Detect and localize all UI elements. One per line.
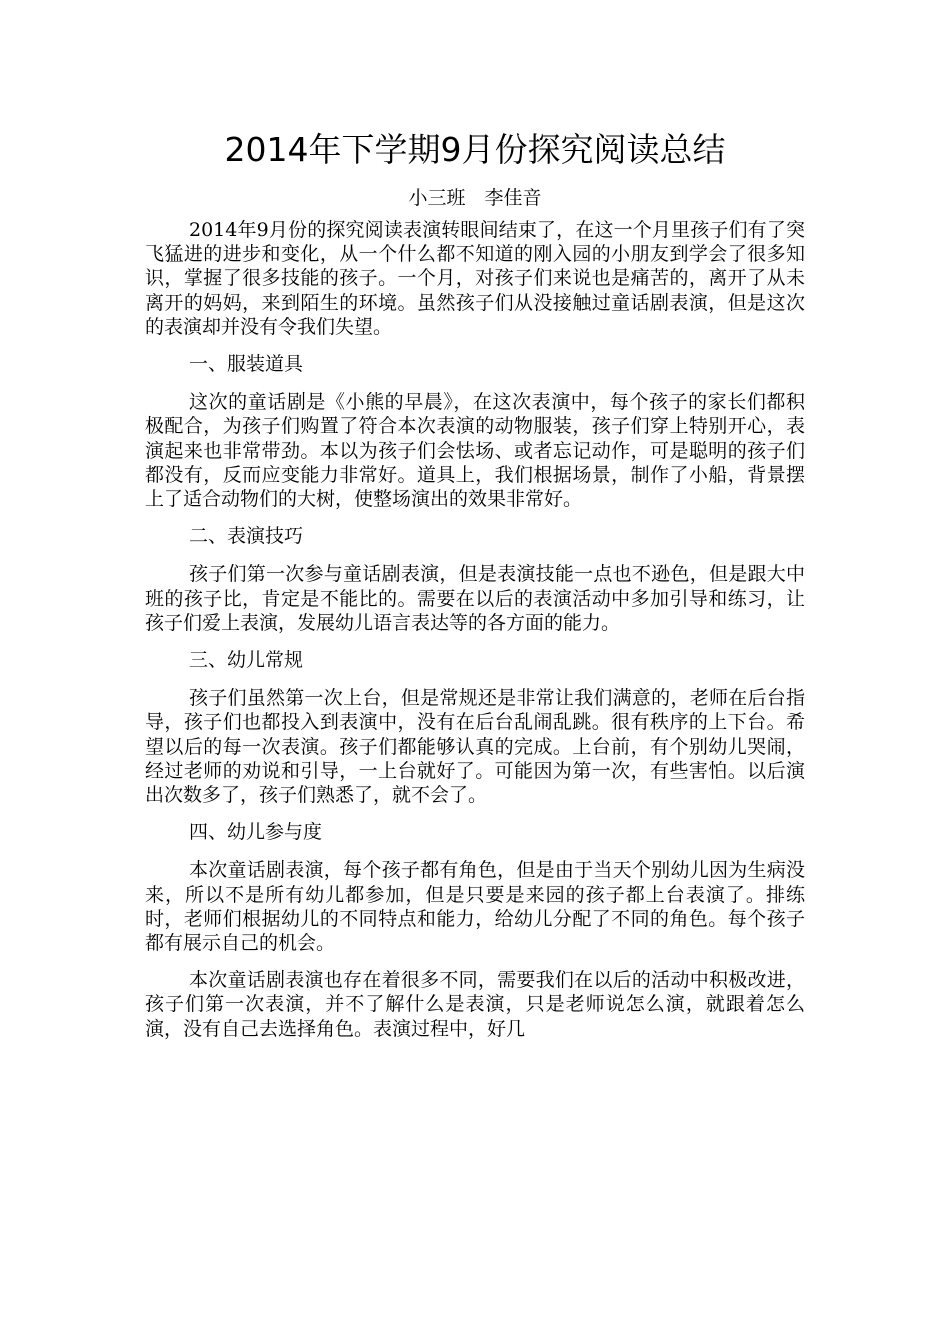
section-heading-costumes: 一、服装道具	[189, 353, 304, 376]
section-body-participation: 本次童话剧表演，每个孩子都有角色，但是由于当天个别幼儿因为生病没来，所以不是所有幼儿都参加，但是只要是来园的孩子都上台表演了。排练时，老师们根据幼儿的不同特点和能力，给幼儿分配了不同的角色。每个孩子都有展示自己的机会。	[145, 859, 805, 955]
section-heading-participation: 四、幼儿参与度	[189, 821, 323, 844]
section-body-costumes: 这次的童话剧是《小熊的早晨》，在这次表演中，每个孩子的家长们都积极配合，为孩子们购置了符合本次表演的动物服装，孩子们穿上特别开心，表演起来也非常带劲。本以为孩子们会怯场、或者忘记动作，可是聪明的孩子们都没有，反而应变能力非常好。道具上，我们根据场景，制作了小船，背景摆上了适合动物们的大树，使整场演出的效果非常好。	[145, 391, 805, 511]
document-title: 2014年下学期9月份探究阅读总结	[224, 130, 726, 169]
closing-paragraph: 本次童话剧表演也存在着很多不同，需要我们在以后的活动中积极改进，孩子们第一次表演，并不了解什么是表演，只是老师说怎么演，就跟着怎么演，没有自己去选择角色。表演过程中，好几	[145, 969, 805, 1040]
intro-paragraph: 2014年9月份的探究阅读表演转眼间结束了，在这一个月里孩子们有了突飞猛进的进步和变化，从一个什么都不知道的刚入园的小朋友到学会了很多知识，掌握了很多技能的孩子。一个月，对孩子们来说也是痛苦的，离开了从未离开的妈妈，来到陌生的环境。虽然孩子们从没接触过童话剧表演，但是这次的表演却并没有令我们失望。	[145, 219, 805, 338]
section-body-performance-skills: 孩子们第一次参与童话剧表演，但是表演技能一点也不逊色，但是跟大中班的孩子比，肯定是不能比的。需要在以后的表演活动中多加引导和练习，让孩子们爱上表演，发展幼儿语言表达等的各方面的能力。	[145, 563, 805, 634]
document-page	[145, 128, 805, 1054]
section-heading-routines: 三、幼儿常规	[189, 649, 304, 672]
section-heading-performance-skills: 二、表演技巧	[189, 525, 304, 548]
section-body-routines: 孩子们虽然第一次上台，但是常规还是非常让我们满意的，老师在后台指导，孩子们也都投入到表演中，没有在后台乱闹乱跳。很有秩序的上下台。希望以后的每一次表演。孩子们都能够认真的完成。上台前，有个别幼儿哭闹，经过老师的劝说和引导，一上台就好了。可能因为第一次，有些害怕。以后演出次数多了，孩子们熟悉了，就不会了。	[145, 687, 805, 807]
author-line: 小三班 李佳音	[408, 187, 542, 209]
